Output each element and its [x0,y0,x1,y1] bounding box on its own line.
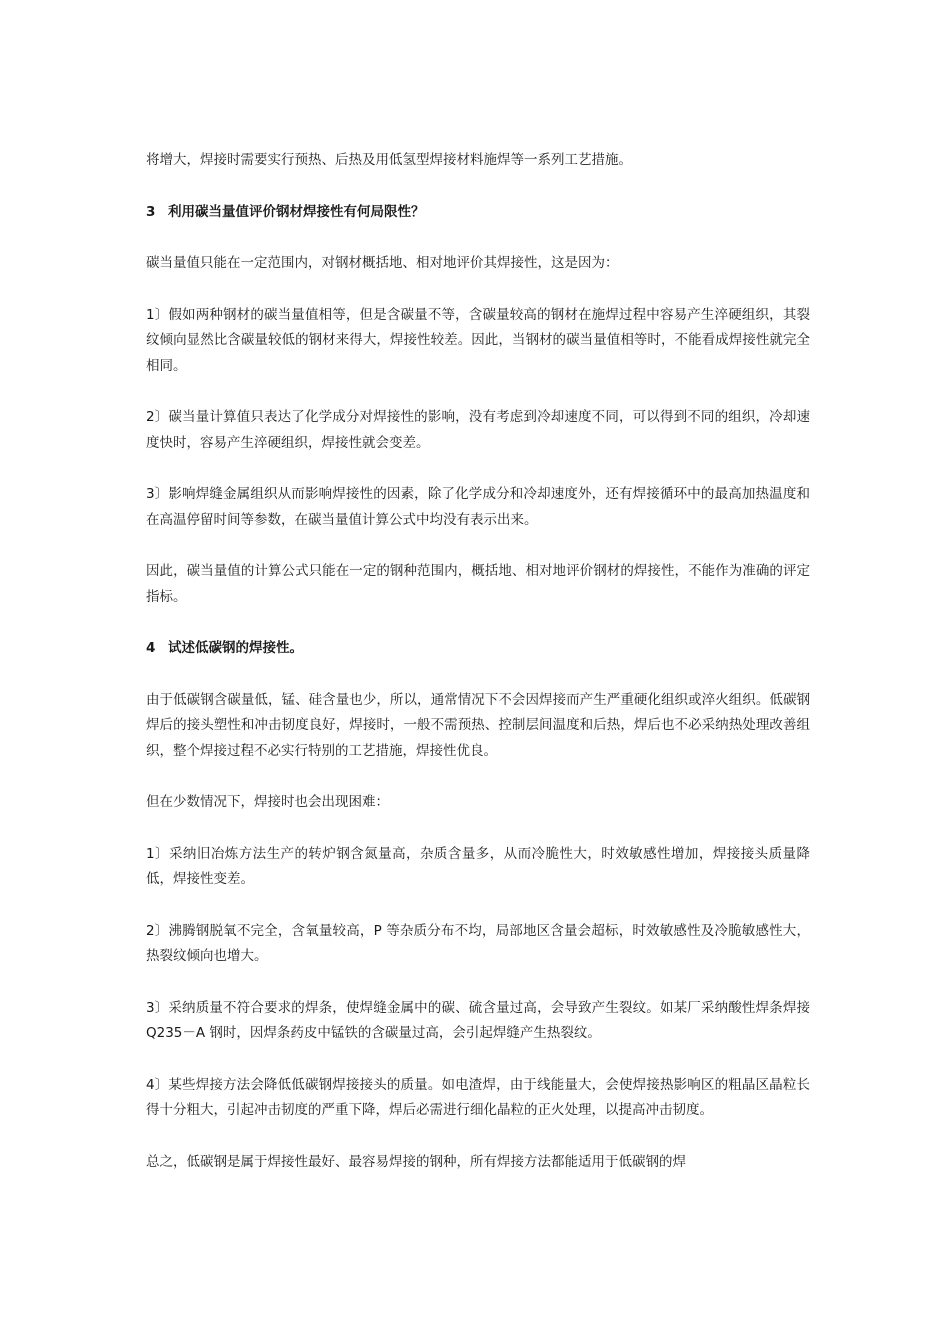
paragraph-intro: 碳当量值只能在一定范围内，对钢材概括地、相对地评价其焊接性，这是因为： [146,255,619,271]
section-heading-3 [146,200,810,226]
paragraph-body: 由于低碳钢含碳量低，锰、硅含量也少，所以，通常情况下不会因焊接而产生严重硬化组织或淬火组织。低碳钢焊后的接头塑性和冲击韧度良好，焊接时，一般不需预热、控制层间温度和后热，焊后也不必采纳热处理改善组织，整个焊接过程不必实行特别的工艺措施，焊接性优良。 [146,691,810,759]
paragraph-continuation: 将增大，焊接时需要实行预热、后热及用低氢型焊接材料施焊等一系列工艺措施。 [146,152,632,168]
list-item-3: 3〕影响焊缝金属组织从而影响焊接性的因素，除了化学成分和冷却速度外，还有焊接循环中的最高加热温度和在高温停留时间等参数，在碳当量值计算公式中均没有表示出来。 [146,486,810,528]
list-item-2: 2〕沸腾钢脱氧不完全，含氧量较高，P 等杂质分布不均，局部地区含量会超标，时效敏感性及冷脆敏感性大，热裂纹倾向也增大。 [146,922,810,964]
document-page [146,148,810,1201]
list-item-1: 1〕采纳旧冶炼方法生产的转炉钢含氮量高，杂质含量多，从而冷脆性大，时效敏感性增加，焊接接头质量降低，焊接性变差。 [146,845,810,887]
paragraph-summary: 总之，低碳钢是属于焊接性最好、最容易焊接的钢种，所有焊接方法都能适用于低碳钢的焊 [146,1153,686,1170]
list-item-4: 4〕某些焊接方法会降低低碳钢焊接接头的质量。如电渣焊，由于线能量大，会使焊接热影响区的粗晶区晶粒长得十分粗大，引起冲击韧度的严重下降，焊后必需进行细化晶粒的正火处理，以提高冲击韧度。 [146,1076,810,1118]
list-item-2: 2〕碳当量计算值只表达了化学成分对焊接性的影响，没有考虑到冷却速度不同，可以得到不同的组织，冷却速度快时，容易产生淬硬组织，焊接性就会变差。 [146,409,810,451]
paragraph-intro: 但在少数情况下，焊接时也会出现困难： [146,794,389,810]
list-item-1: 1〕假如两种钢材的碳当量值相等，但是含碳量不等，含碳量较高的钢材在施焊过程中容易产生淬硬组织，其裂纹倾向显然比含碳量较低的钢材来得大，焊接性较差。因此，当钢材的碳当量值相等时，不能看成焊接性就完全相同。 [146,306,810,374]
list-item-3: 3〕采纳质量不符合要求的焊条，使焊缝金属中的碳、硫含量过高，会导致产生裂纹。如某厂采纳酸性焊条焊接 Q235－A 钢时，因焊条药皮中锰铁的含碳量过高，会引起焊缝产生热裂纹。 [146,999,810,1041]
section-heading-4 [146,636,810,662]
section-title: 利用碳当量值评价钢材焊接性有何局限性？ [168,203,425,220]
section-number: 4 [146,640,156,656]
section-number: 3 [146,203,156,220]
section-title: 试述低碳钢的焊接性。 [168,640,303,656]
paragraph-conclusion: 因此，碳当量值的计算公式只能在一定的钢种范围内，概括地、相对地评价钢材的焊接性，不能作为准确的评定指标。 [146,563,810,605]
